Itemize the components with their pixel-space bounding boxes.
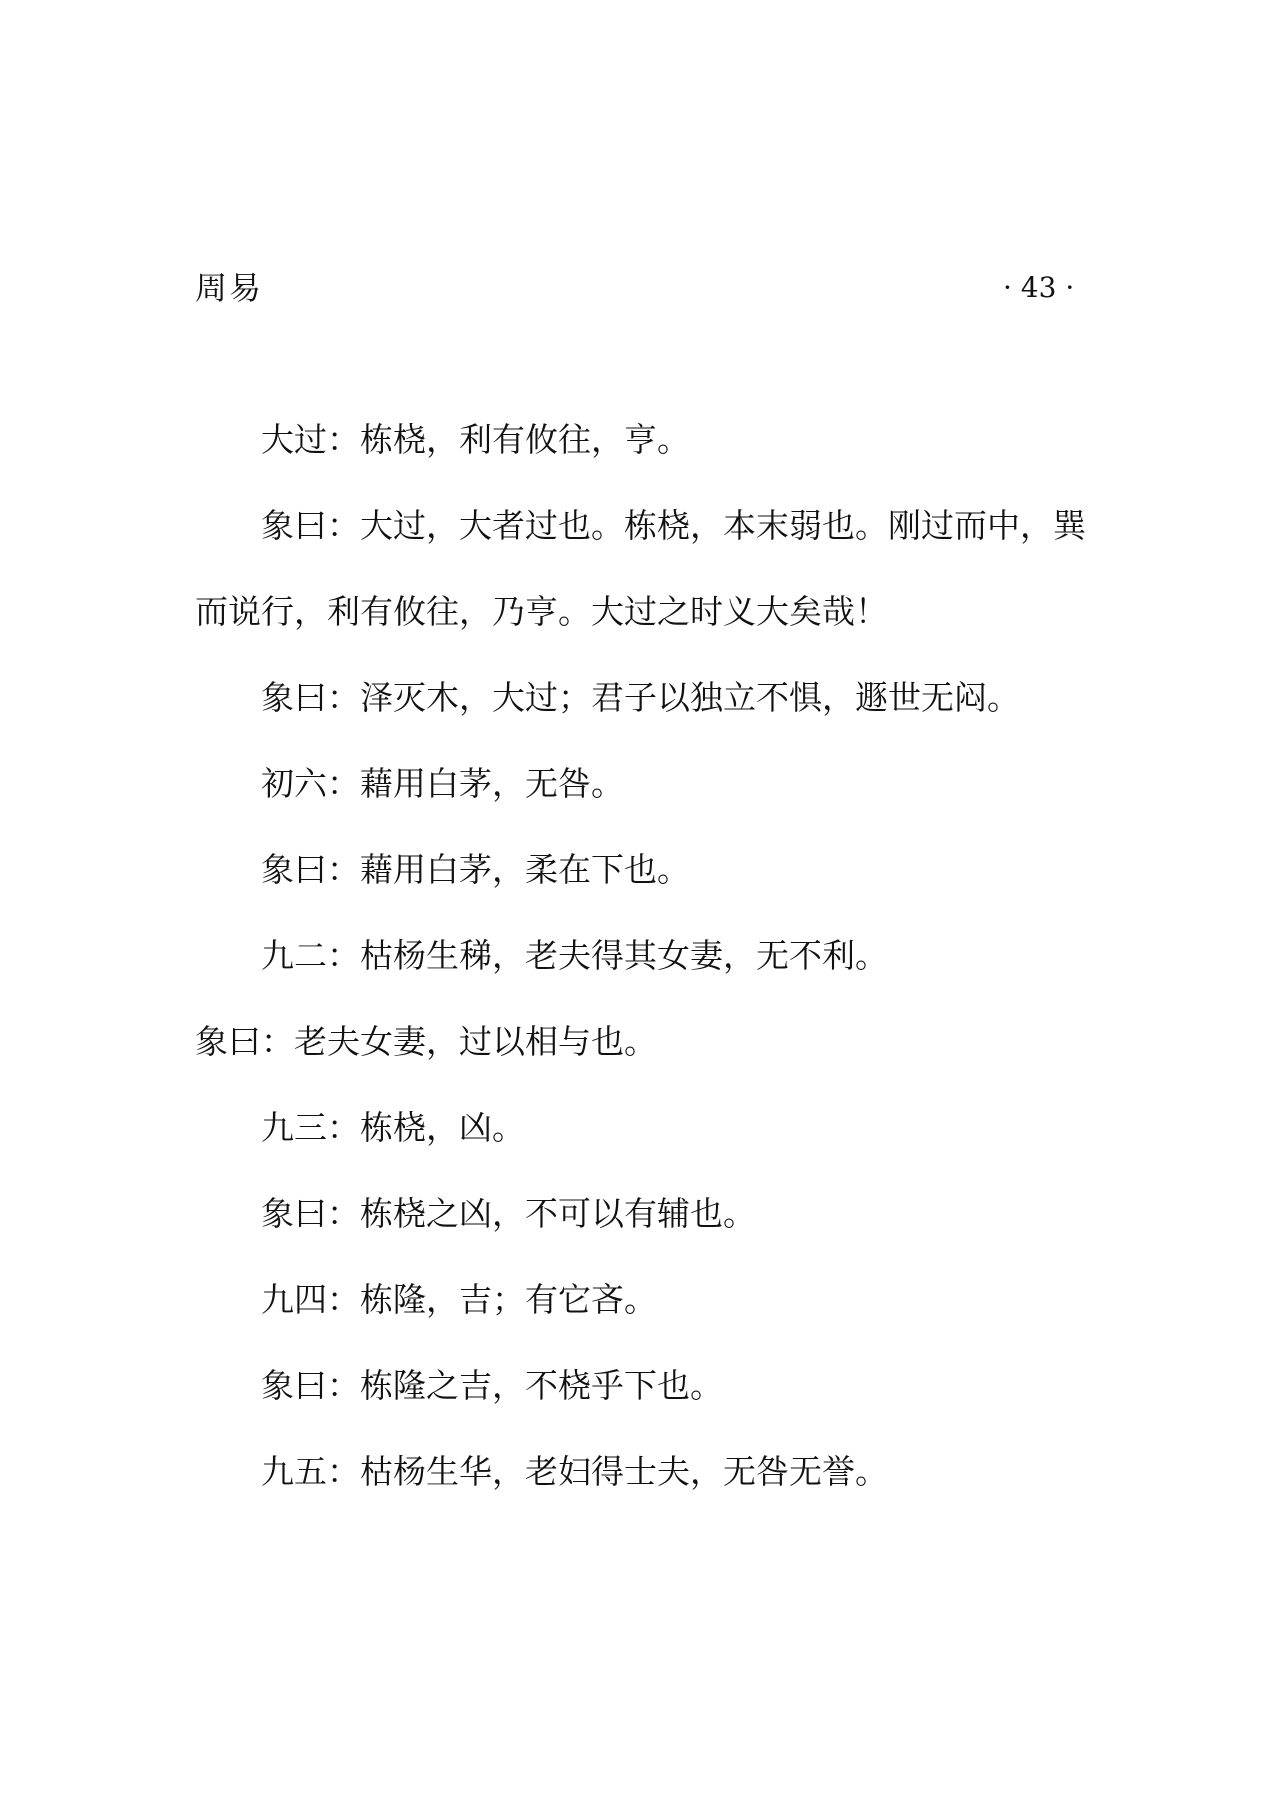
body-text — [195, 397, 1095, 1515]
paragraph: 九五：枯杨生华，老妇得士夫，无咎无誉。 — [261, 1452, 888, 1491]
paragraph: 象曰：泽灭木，大过；君子以独立不惧，遯世无闷。 — [261, 678, 1020, 717]
paragraph: 初六：藉用白茅，无咎。 — [261, 764, 624, 803]
paragraph: 象曰：老夫女妻，过以相与也。 — [195, 1022, 657, 1061]
paragraph: 九四：栋隆，吉；有它吝。 — [261, 1280, 657, 1319]
paragraph: 九二：枯杨生稊，老夫得其女妻，无不利。 — [261, 936, 888, 975]
paragraph: 九三：栋桡，凶。 — [261, 1108, 525, 1147]
paragraph: 象曰：栋桡之凶，不可以有辅也。 — [261, 1194, 756, 1233]
page-number: · 43 · — [1003, 271, 1075, 304]
paragraph: 大过：栋桡，利有攸往，亨。 — [261, 420, 690, 459]
paragraph: 象曰：藉用白茅，柔在下也。 — [261, 850, 690, 889]
paragraph: 而说行，利有攸往，乃亨。大过之时义大矣哉！ — [195, 592, 888, 631]
paragraph: 象曰：大过，大者过也。栋桡，本末弱也。刚过而中，巽 — [261, 506, 1086, 545]
running-header-title: 周易 — [195, 269, 264, 307]
paragraph: 象曰：栋隆之吉，不桡乎下也。 — [261, 1366, 723, 1405]
